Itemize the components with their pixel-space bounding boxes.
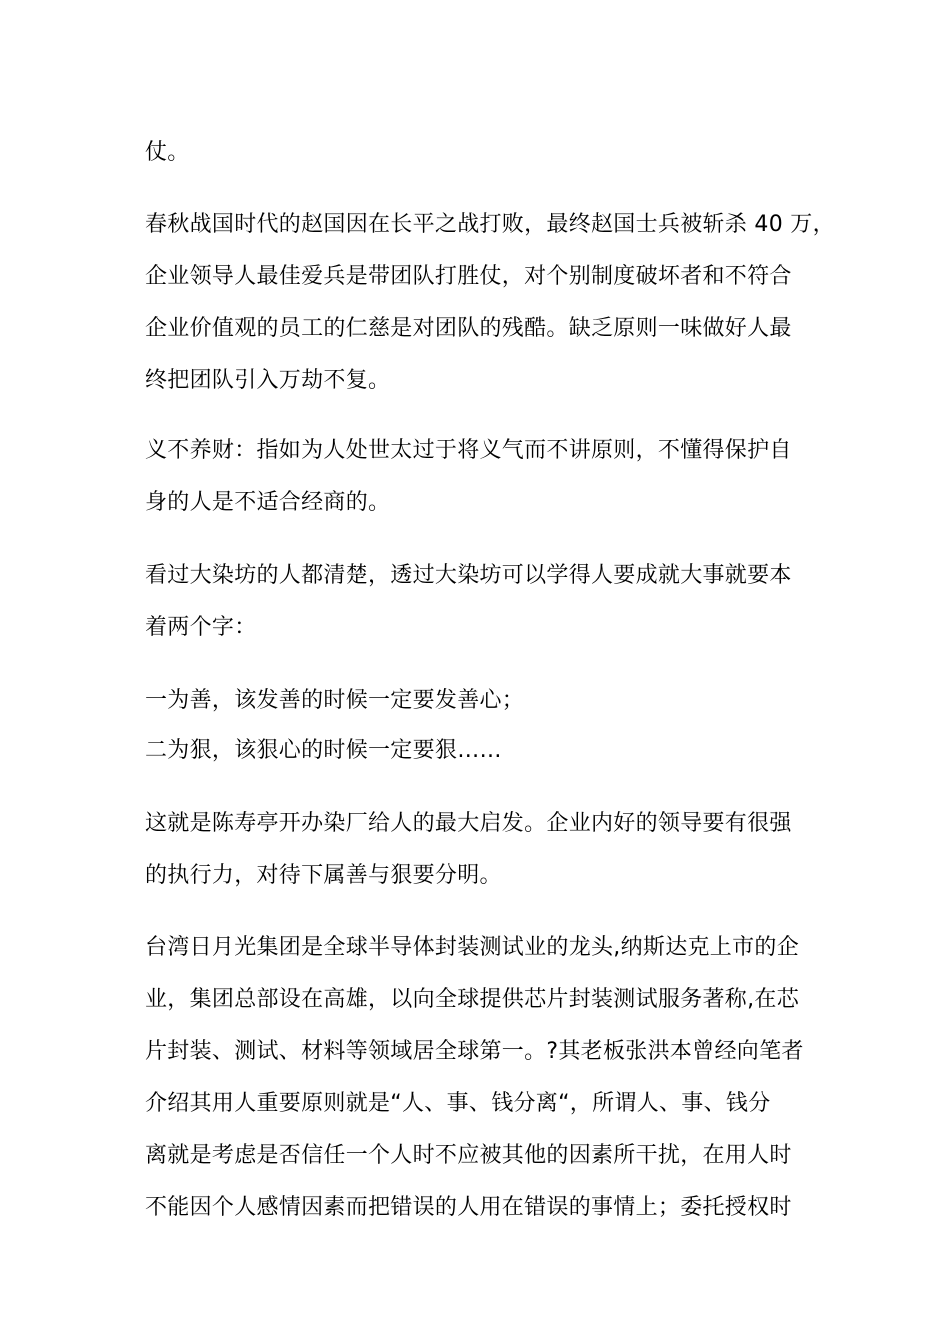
text-line: 片封装、测试、材料等领域居全球第一。?其老板张洪本曾经向笔者 bbox=[145, 1039, 804, 1064]
text-line: 二为狠，该狠心的时候一定要狠…… bbox=[145, 738, 502, 763]
text-line: 不能因个人感情因素而把错误的人用在错误的事情上；委托授权时 bbox=[145, 1195, 792, 1220]
text-line: 春秋战国时代的赵国因在长平之战打败，最终赵国士兵被斩杀 40 万， bbox=[145, 212, 835, 237]
text-line: 离就是考虑是否信任一个人时不应被其他的因素所干扰，在用人时 bbox=[145, 1143, 792, 1168]
text-line: 终把团队引入万劫不复。 bbox=[145, 368, 391, 393]
text-line: 业，集团总部设在高雄，以向全球提供芯片封装测试服务著称,在芯 bbox=[145, 987, 799, 1012]
text-line: 着两个字： bbox=[145, 615, 257, 640]
text-line: 台湾日月光集团是全球半导体封装测试业的龙头,纳斯达克上市的企 bbox=[145, 935, 799, 960]
text-line: 介绍其用人重要原则就是“人、事、钱分离“，所谓人、事、钱分 bbox=[145, 1091, 771, 1116]
text-line: 的执行力，对待下属善与狠要分明。 bbox=[145, 863, 502, 888]
text-line: 仗。 bbox=[145, 140, 190, 165]
text-line: 这就是陈寿亭开办染厂给人的最大启发。企业内好的领导要有很强 bbox=[145, 811, 792, 836]
text-line: 一为善，该发善的时候一定要发善心； bbox=[145, 688, 525, 713]
text-line: 义不养财：指如为人处世太过于将义气而不讲原则，不懂得保护自 bbox=[145, 438, 792, 463]
text-line: 企业领导人最佳爱兵是带团队打胜仗，对个别制度破坏者和不符合 bbox=[145, 264, 792, 289]
text-line: 看过大染坊的人都清楚，透过大染坊可以学得人要成就大事就要本 bbox=[145, 563, 792, 588]
text-line: 身的人是不适合经商的。 bbox=[145, 490, 391, 515]
text-line: 企业价值观的员工的仁慈是对团队的残酷。缺乏原则一味做好人最 bbox=[145, 316, 792, 341]
